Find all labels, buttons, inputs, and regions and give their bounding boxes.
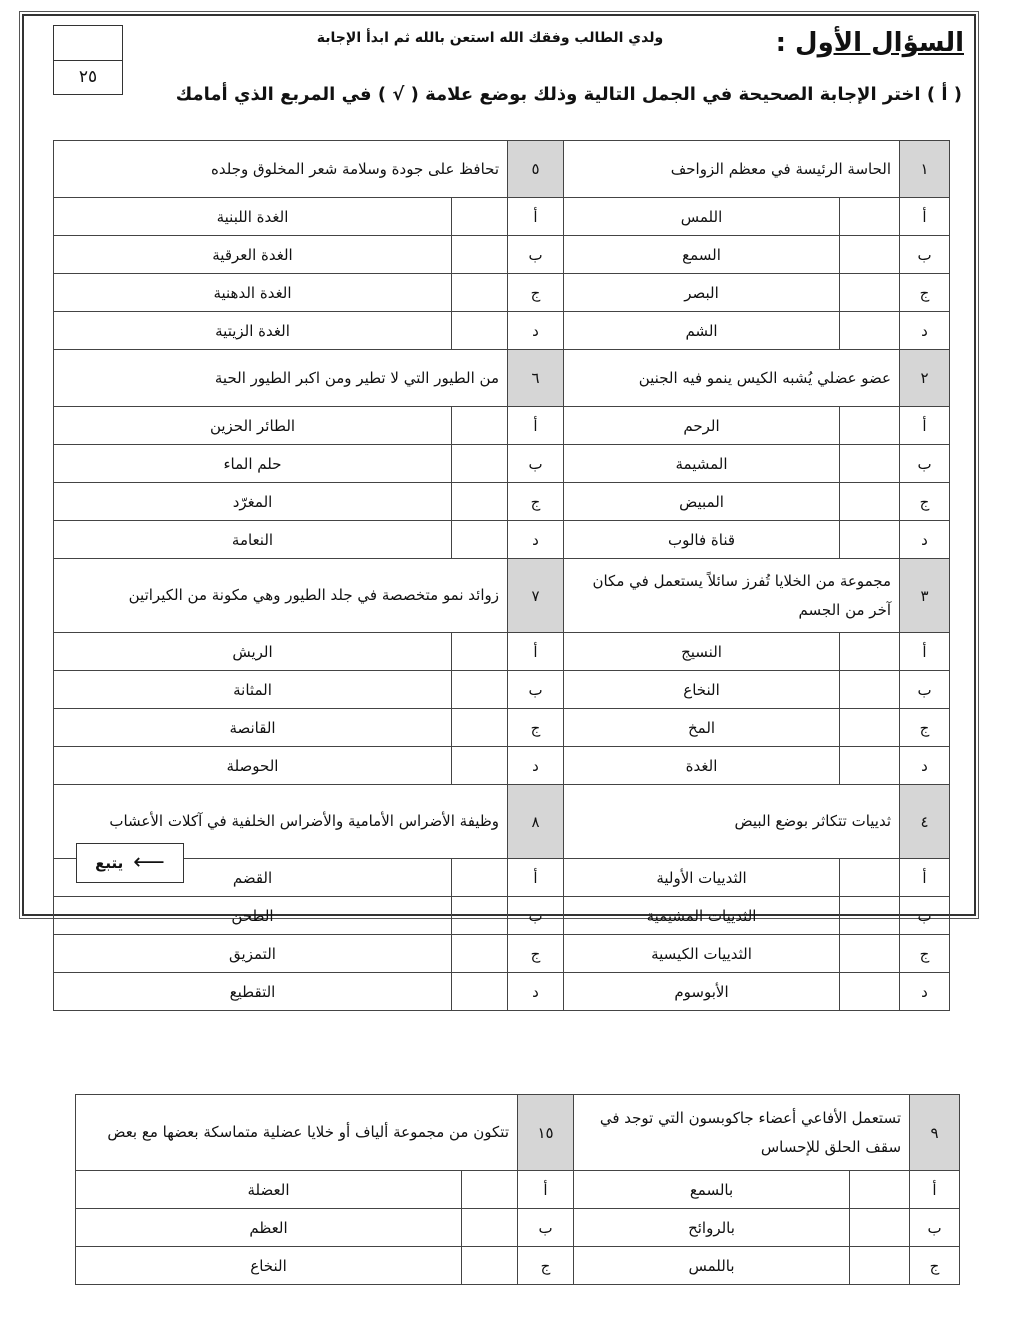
table-row [54,198,950,236]
question-number: ٢ [900,350,950,407]
blessing-text: ولدي الطالب وفقك الله استعن بالله ثم ابدأ الإجابة [316,30,664,46]
answer-checkbox[interactable] [840,445,900,483]
answer-checkbox[interactable] [452,935,508,973]
option-text: المخ [564,709,840,747]
option-text: الحوصلة [54,747,452,785]
table-row [76,1247,960,1285]
option-text: الشم [564,312,840,350]
option-text: الثدييات المشيمية [564,897,840,935]
option-text: الغدة العرقية [54,236,452,274]
table-row [54,671,950,709]
question-text: تستعمل الأفاعي أعضاء جاكوبسون التي توجد في سقف الحلق للإحساس [574,1095,910,1171]
question-number: ٨ [508,785,564,859]
answer-checkbox[interactable] [452,521,508,559]
question-title [776,28,964,58]
question-text: عضو عضلي يُشبه الكيس ينمو فيه الجنين [564,350,900,407]
table-row [54,274,950,312]
option-letter: أ [900,859,950,897]
table-row [54,312,950,350]
answer-checkbox[interactable] [452,709,508,747]
option-letter: ج [508,935,564,973]
option-letter: أ [900,407,950,445]
table-row [54,897,950,935]
table-row [54,709,950,747]
question-number: ١ [900,141,950,198]
option-text: المشيمة [564,445,840,483]
table-row [54,859,950,897]
option-text: الأبوسوم [564,973,840,1011]
option-letter: أ [508,198,564,236]
answer-checkbox[interactable] [452,312,508,350]
questions-table-1 [53,140,950,1011]
table-row [54,236,950,274]
answer-checkbox[interactable] [840,973,900,1011]
answer-checkbox[interactable] [462,1247,518,1285]
option-text: بالروائح [574,1209,850,1247]
question-number: ٩ [910,1095,960,1171]
table-row [54,935,950,973]
table-row [54,973,950,1011]
option-letter: ب [508,236,564,274]
answer-checkbox[interactable] [840,709,900,747]
question-number: ٧ [508,559,564,633]
question-number: ٤ [900,785,950,859]
table-row [54,521,950,559]
question-text: تحافظ على جودة وسلامة شعر المخلوق وجلده [54,141,508,198]
follow-label: يتبع [95,854,124,872]
answer-checkbox[interactable] [452,633,508,671]
option-text: الطحن [54,897,452,935]
answer-checkbox[interactable] [840,407,900,445]
option-letter: د [508,521,564,559]
table-row [54,483,950,521]
answer-checkbox[interactable] [840,671,900,709]
option-letter: د [900,973,950,1011]
table-row [54,350,950,407]
option-text: النخاع [76,1247,462,1285]
option-letter: أ [508,407,564,445]
option-letter: ج [900,483,950,521]
option-text: حلم الماء [54,445,452,483]
answer-checkbox[interactable] [840,483,900,521]
option-text: الغدة الزيتية [54,312,452,350]
answer-checkbox[interactable] [452,973,508,1011]
option-text: اللمس [564,198,840,236]
option-letter: د [900,312,950,350]
question-text: تتكون من مجموعة ألياف أو خلايا عضلية متماسكة بعضها مع بعض [76,1095,518,1171]
instruction-text: ( أ ) اختر الإجابة الصحيحة في الجمل التالية وذلك بوضع علامة ( √ ) في المربع الذي أمامك [175,84,962,105]
answer-checkbox[interactable] [850,1171,910,1209]
option-letter: ج [900,709,950,747]
option-letter: ب [900,445,950,483]
table-row [54,141,950,198]
answer-checkbox[interactable] [840,747,900,785]
question-text: زوائد نمو متخصصة في جلد الطيور وهي مكونة من الكيراتين [54,559,508,633]
option-letter: ج [508,709,564,747]
option-text: المثانة [54,671,452,709]
answer-checkbox[interactable] [452,483,508,521]
question-number: ١٥ [518,1095,574,1171]
option-text: التقطيع [54,973,452,1011]
option-text: باللمس [574,1247,850,1285]
answer-checkbox[interactable] [840,935,900,973]
option-text: بالسمع [574,1171,850,1209]
option-letter: ج [900,935,950,973]
option-text: الغدة الدهنية [54,274,452,312]
option-text: المغرّد [54,483,452,521]
table-row [54,633,950,671]
question-number: ٣ [900,559,950,633]
answer-checkbox[interactable] [452,897,508,935]
option-text: التمزيق [54,935,452,973]
option-text: الغدة اللبنية [54,198,452,236]
question-number: ٥ [508,141,564,198]
option-letter: د [900,521,950,559]
option-text: المبيض [564,483,840,521]
option-text: الرحم [564,407,840,445]
option-letter: أ [508,633,564,671]
answer-checkbox[interactable] [840,859,900,897]
option-text: الريش [54,633,452,671]
answer-checkbox[interactable] [840,274,900,312]
score-blank [54,26,122,61]
table-row [54,559,950,633]
option-text: الثدييات الأولية [564,859,840,897]
option-letter: أ [910,1171,960,1209]
option-letter: ب [508,897,564,935]
answer-checkbox[interactable] [840,198,900,236]
option-letter: أ [518,1171,574,1209]
answer-checkbox[interactable] [840,897,900,935]
answer-checkbox[interactable] [462,1209,518,1247]
answer-checkbox[interactable] [452,198,508,236]
option-letter: أ [900,633,950,671]
answer-checkbox[interactable] [850,1247,910,1285]
option-text: قناة فالوب [564,521,840,559]
table-row [54,747,950,785]
option-letter: د [508,973,564,1011]
option-letter: ج [518,1247,574,1285]
option-letter: ب [900,671,950,709]
option-text: البصر [564,274,840,312]
follow-indicator [76,843,184,883]
answer-checkbox[interactable] [462,1171,518,1209]
option-letter: ب [900,236,950,274]
option-letter: د [508,747,564,785]
option-text: القانصة [54,709,452,747]
questions-table-2 [75,1094,960,1285]
option-letter: د [508,312,564,350]
option-text: القضم [54,859,452,897]
option-letter: أ [900,198,950,236]
left-arrow-icon: ⟵ [133,850,165,875]
option-letter: ب [508,671,564,709]
answer-checkbox[interactable] [840,521,900,559]
answer-checkbox[interactable] [452,671,508,709]
option-text: النعامة [54,521,452,559]
answer-checkbox[interactable] [452,236,508,274]
score-box [53,25,123,95]
answer-checkbox[interactable] [850,1209,910,1247]
option-letter: أ [508,859,564,897]
answer-checkbox[interactable] [840,633,900,671]
option-letter: ب [518,1209,574,1247]
table-row [54,407,950,445]
table-row [76,1171,960,1209]
answer-checkbox[interactable] [452,274,508,312]
table-row [54,445,950,483]
option-letter: ج [900,274,950,312]
table-row [76,1095,960,1171]
option-letter: ج [508,274,564,312]
option-text: النسيج [564,633,840,671]
question-title-text: السؤال الأول [795,28,964,58]
answer-checkbox[interactable] [452,859,508,897]
answer-checkbox[interactable] [452,407,508,445]
option-letter: ب [910,1209,960,1247]
option-letter: ج [910,1247,960,1285]
question-text: وظيفة الأضراس الأمامية والأضراس الخلفية في آكلات الأعشاب [54,785,508,859]
question-text: ثدييات تتكاثر بوضع البيض [564,785,900,859]
answer-checkbox[interactable] [452,445,508,483]
option-text: الغدة [564,747,840,785]
option-text: الثدييات الكيسية [564,935,840,973]
option-text: العظم [76,1209,462,1247]
score-total: ٢٥ [78,67,98,87]
option-letter: ج [508,483,564,521]
option-text: الطائر الحزين [54,407,452,445]
question-title-colon: : [775,28,786,58]
answer-checkbox[interactable] [840,236,900,274]
table-row [54,785,950,859]
answer-checkbox[interactable] [452,747,508,785]
option-letter: د [900,747,950,785]
answer-checkbox[interactable] [840,312,900,350]
option-text: النخاع [564,671,840,709]
table-row [76,1209,960,1247]
option-text: العضلة [76,1171,462,1209]
option-letter: ب [508,445,564,483]
question-text: الحاسة الرئيسة في معظم الزواحف [564,141,900,198]
option-text: السمع [564,236,840,274]
question-number: ٦ [508,350,564,407]
question-text: من الطيور التي لا تطير ومن اكبر الطيور الحية [54,350,508,407]
option-letter: ب [900,897,950,935]
question-text: مجموعة من الخلايا تُفرز سائلاً يستعمل في مكان آخر من الجسم [564,559,900,633]
